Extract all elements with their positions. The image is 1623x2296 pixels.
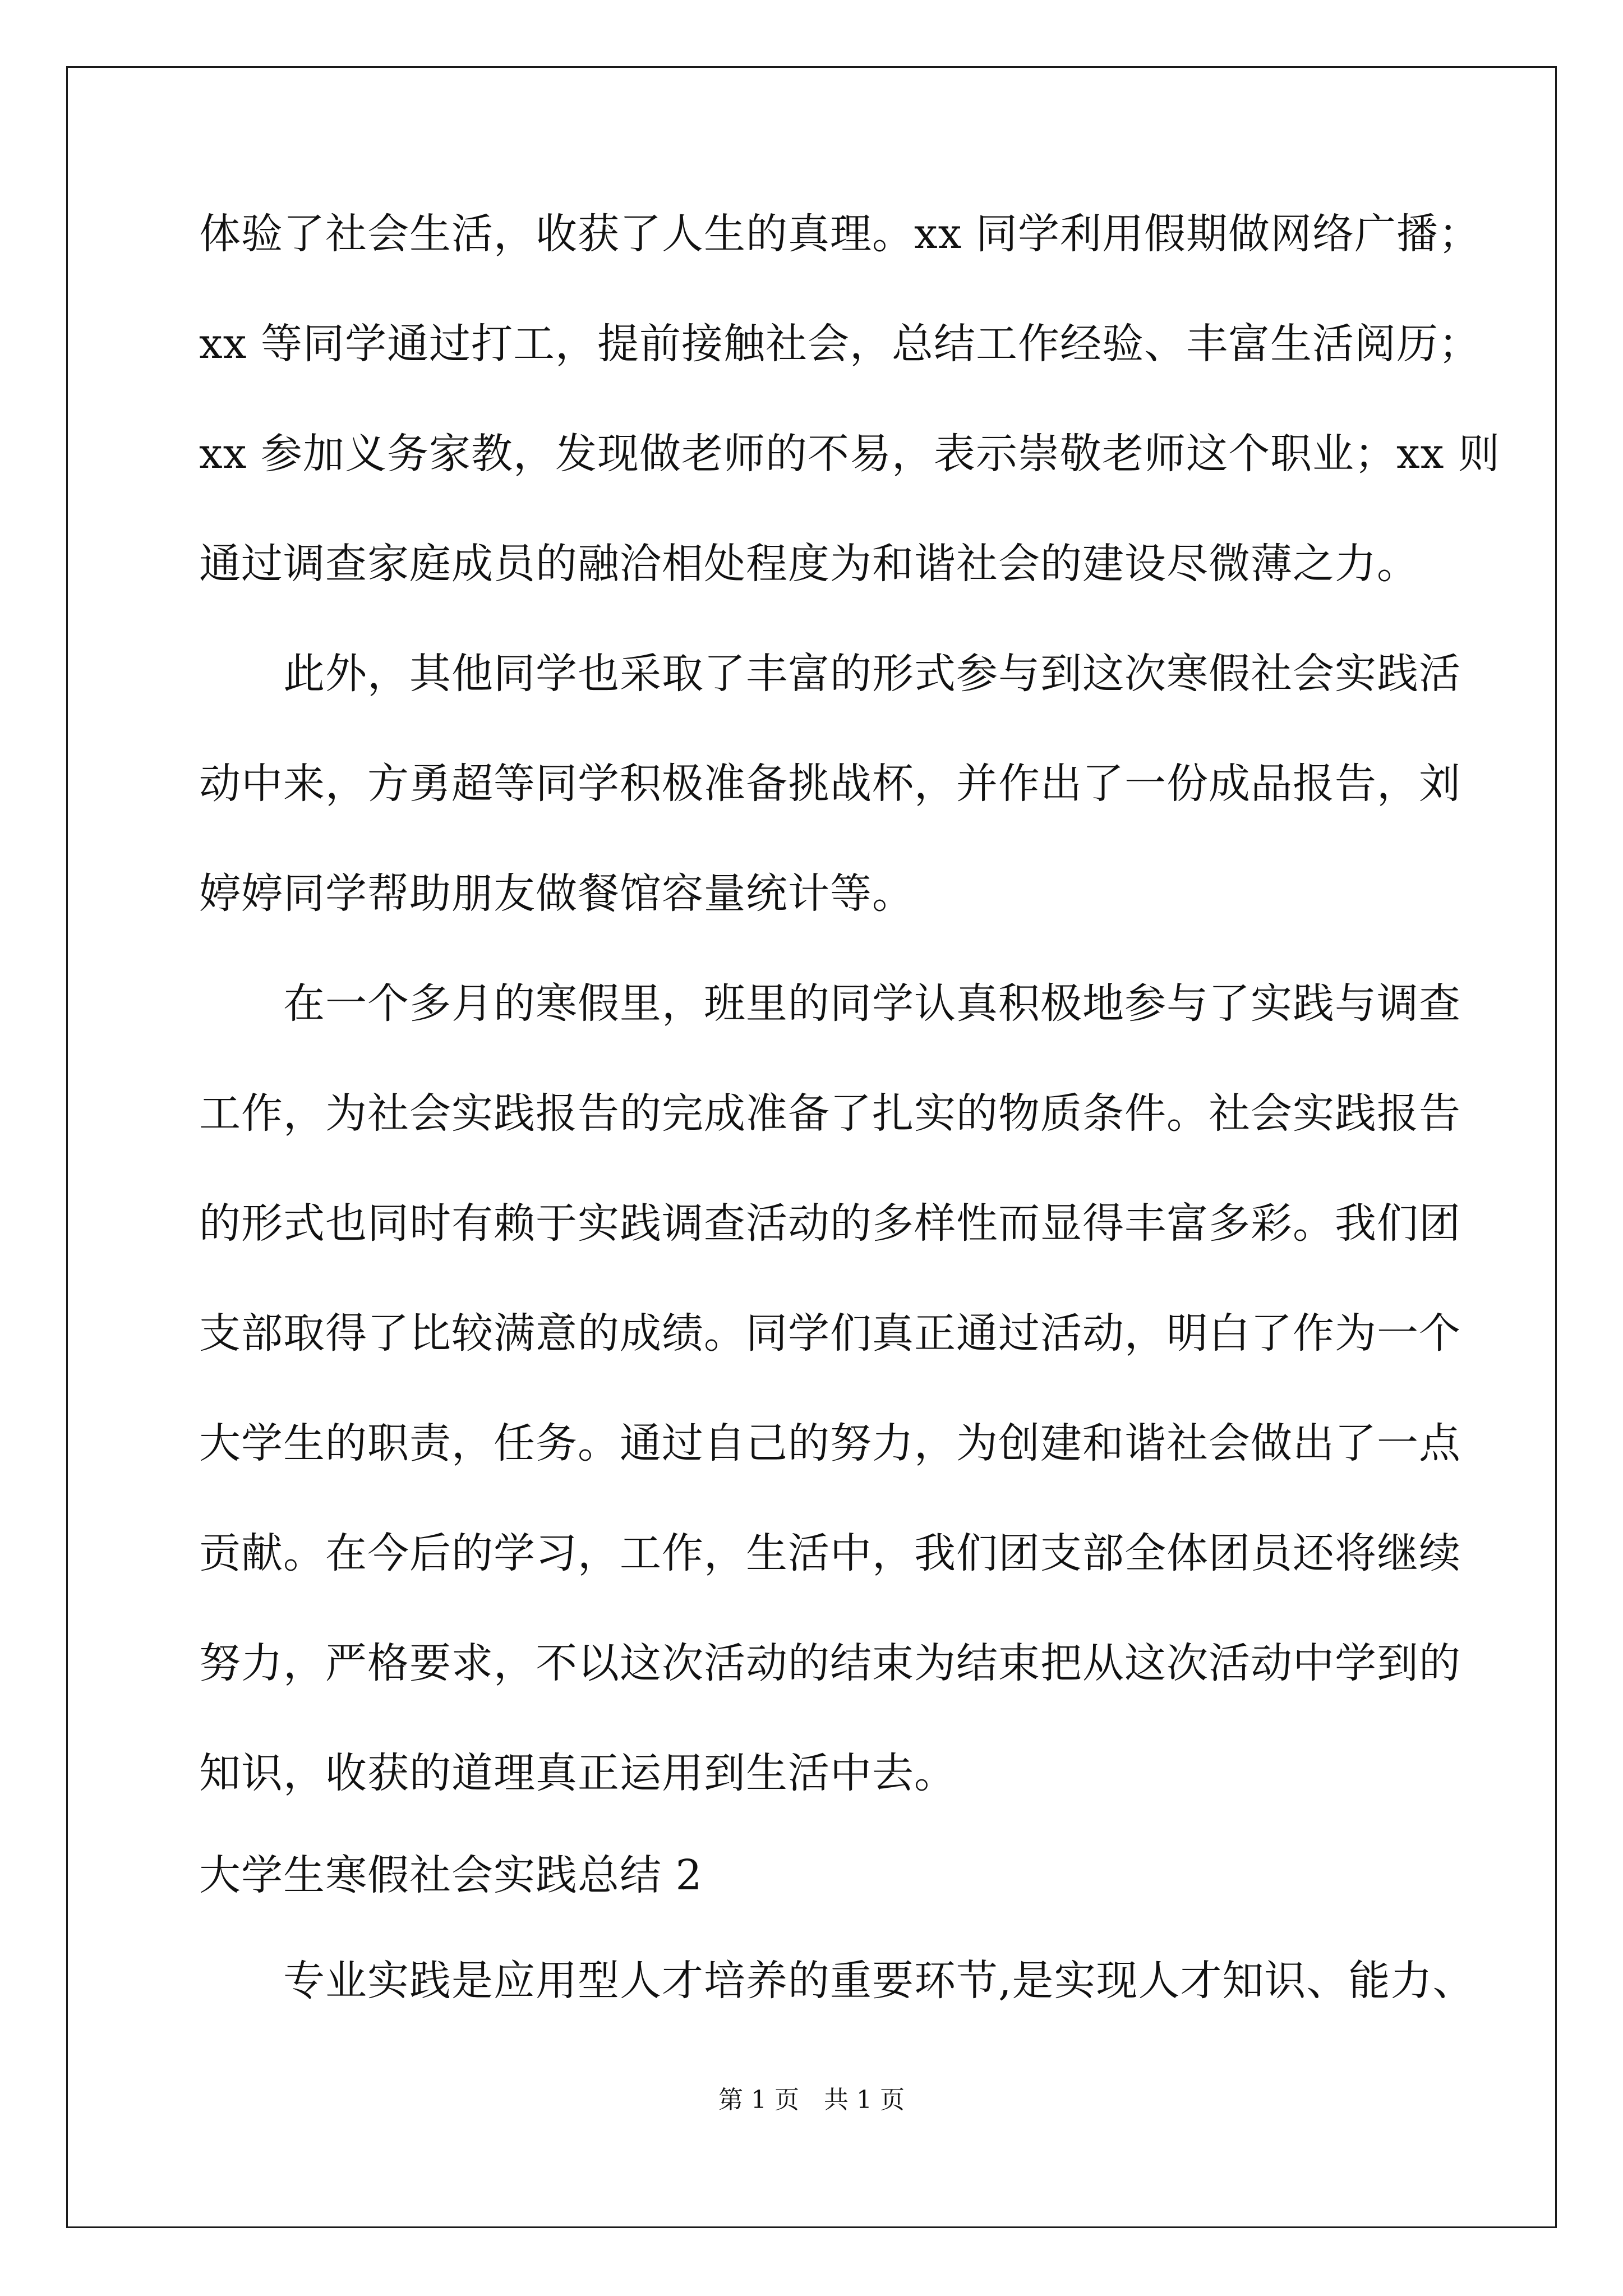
text-line: 贡献。在今后的学习，工作，生活中，我们团支部全体团员还将继续 <box>199 1529 1461 1577</box>
text-line: 在一个多月的寒假里，班里的同学认真积极地参与了实践与调查 <box>199 979 1461 1028</box>
section-heading: 大学生寒假社会实践总结 2 <box>199 1851 703 1899</box>
text-line: 支部取得了比较满意的成绩。同学们真正通过活动，明白了作为一个 <box>199 1309 1461 1358</box>
text-line: xx 等同学通过打工，提前接触社会，总结工作经验、丰富生活阅历； <box>199 320 1481 368</box>
page-footer: 第 1 页 共 1 页 <box>718 2086 905 2114</box>
text-line: 工作，为社会实践报告的完成准备了扎实的物质条件。社会实践报告 <box>199 1089 1461 1138</box>
text-line: 动中来，方勇超等同学积极准备挑战杯，并作出了一份成品报告，刘 <box>199 760 1461 808</box>
text-line: 努力，严格要求，不以这次活动的结束为结束把从这次活动中学到的 <box>199 1639 1461 1687</box>
text-line: 此外，其他同学也采取了丰富的形式参与到这次寒假社会实践活 <box>199 650 1461 698</box>
text-line: 大学生的职责，任务。通过自己的努力，为创建和谐社会做出了一点 <box>199 1419 1461 1467</box>
text-line: 知识，收获的道理真正运用到生活中去。 <box>199 1749 956 1797</box>
text-line: 的形式也同时有赖于实践调查活动的多样性而显得丰富多彩。我们团 <box>199 1199 1461 1248</box>
text-line: 婷婷同学帮助朋友做餐馆容量统计等。 <box>199 869 914 918</box>
page-border <box>66 66 1557 2228</box>
text-line: 通过调查家庭成员的融洽相处程度为和谐社会的建设尽微薄之力。 <box>199 540 1419 588</box>
text-line: 体验了社会生活，收获了人生的真理。xx 同学利用假期做网络广播； <box>199 210 1481 258</box>
text-line: 专业实践是应用型人才培养的重要环节,是实现人才知识、能力、 <box>199 1957 1475 2005</box>
text-line: xx 参加义务家教，发现做老师的不易，表示崇敬老师这个职业；xx 则 <box>199 430 1500 478</box>
